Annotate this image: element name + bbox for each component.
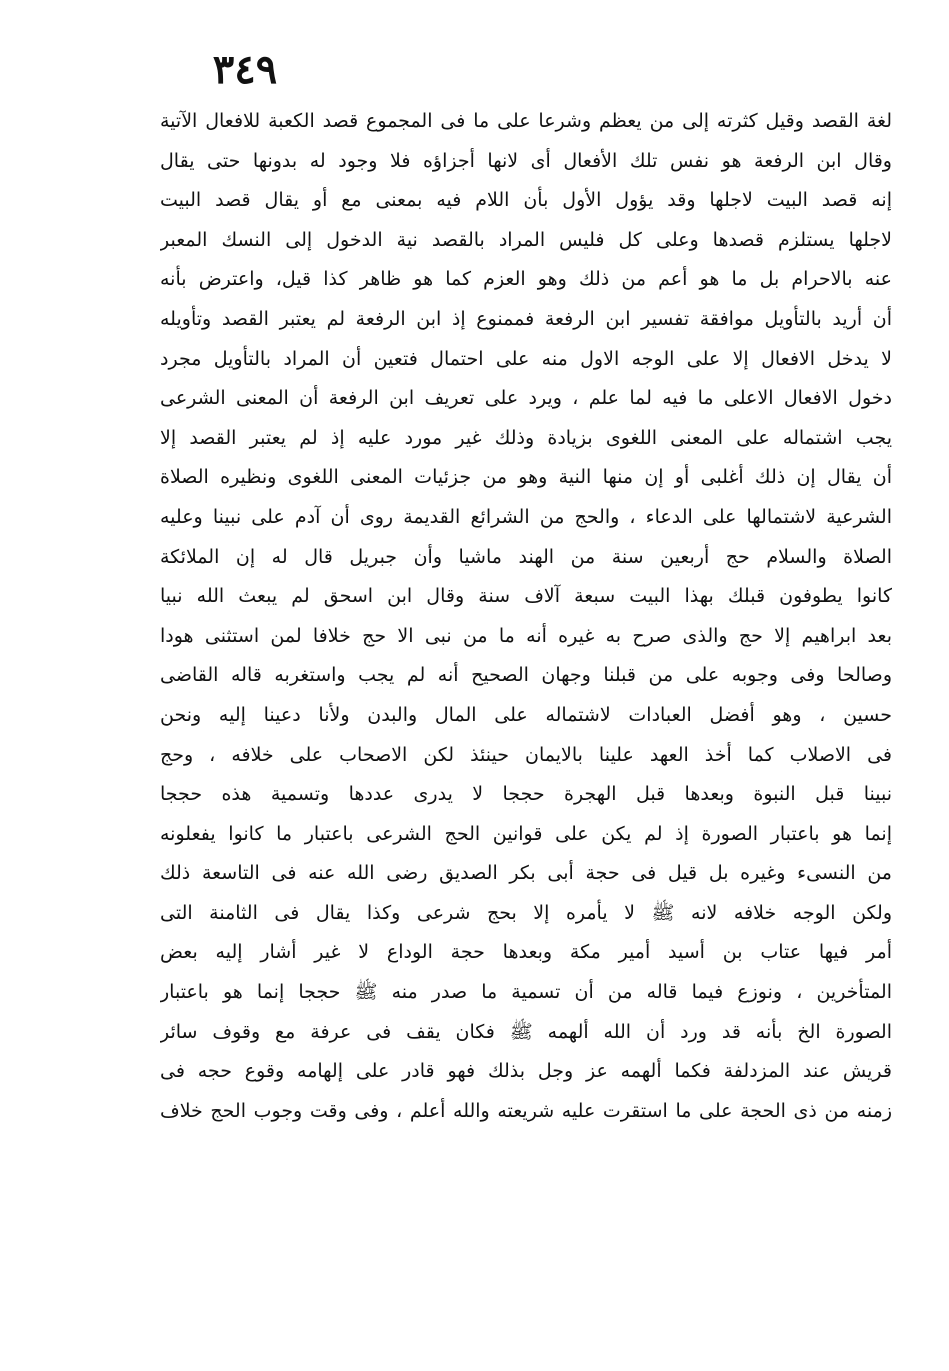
text-line: قريش عند المزدلفة فكما ألهمه عز وجل بذلك فهو قادر على إلهامه وقوع حجه فى [160, 1060, 892, 1083]
text-line: إنما هو باعتبار الصورة إذ لم يكن على قوانين الحج الشرعى باعتبار ما كانوا يفعلونه [160, 822, 892, 845]
text-line: يجب اشتماله على المعنى اللغوى بزيادة وذلك غير مورد عليه إذ لم يعتبر القصد إلا [160, 426, 892, 449]
text-line: حسين ، وهو أفضل العبادات لاشتماله على المال والبدن ولأنا دعينا إليه ونحن [160, 703, 892, 726]
text-line: نبينا قبل النبوة وبعدها قبل الهجرة حججا لا يدرى عددها وتسمية هذه حججا [160, 783, 892, 806]
text-line: الصورة الخ بأنه قد ورد أن الله ألهمه ﷺ فكان يقف فى عرفة مع وقوف سائر [160, 1020, 892, 1043]
text-line: زمنه من ذى الحجة على ما استقرت عليه شريعته والله أعلم ، وفى وقت وجوب الحج خلاف [160, 1099, 892, 1122]
body-text [160, 102, 892, 1131]
text-line: الصلاة والسلام حج أربعين سنة من الهند ماشيا وأن جبريل قال له إن الملائكة [160, 545, 892, 568]
page-number: ٣٤٩ [212, 46, 278, 93]
text-line: المتأخرين ، ونوزع فيما قاله من أن تسمية ما صدر منه ﷺ حججا إنما هو باعتبار [160, 981, 892, 1004]
text-line: أمر فيها عتاب بن أسيد أمير مكة وبعدها حجة الوداع لا غير أشار إليه بعض [160, 941, 892, 964]
text-line: إنه قصد البيت لاجلها وقد يؤول الأول بأن اللام فيه بمعنى مع أو يقال قصد البيت [160, 189, 892, 212]
text-line: كانوا يطوفون قبلك بهذا البيت سبعة آلاف سنة وقال ابن اسحق لم يبعث الله نبيا [160, 585, 892, 608]
text-line: فى الاصلاب كما أخذ العهد علينا بالايمان حينئذ لكن الاصحاب على خلافه ، وحج [160, 743, 892, 766]
text-line: أن يقال إن ذلك أغلبى أو إن منها النية وهو من جزئيات المعنى اللغوى ونظيره الصلاة [160, 466, 892, 489]
text-line: بعد ابراهيم إلا حج والذى صرح به غيره أنه ما من نبى الا حج خلافا لمن استثنى هودا [160, 624, 892, 647]
text-line: لاجلها يستلزم قصدها وعلى كل فليس المراد بالقصد نية الدخول إلى النسك المعبر [160, 228, 892, 251]
text-line: وصالحا وفى وجوبه على من قبلنا وجهان الصحيح أنه لم يجب واستغربه قاله القاضى [160, 664, 892, 687]
text-line: من النسىء وغيره بل قيل فى حجة أبى بكر الصديق رضى الله عنه فى التاسعة ذلك [160, 862, 892, 885]
text-line: ولكن الوجه خلافه لانه ﷺ لا يأمره إلا بحج شرعى وكذا يقال فى الثامنة التى [160, 901, 892, 924]
text-line: الشرعية لاشتمالها على الدعاء ، والحج من الشرائع القديمة روى أن آدم على نبينا وعليه [160, 505, 892, 528]
text-line: عنه بالاحرام بل ما هو أعم من ذلك وهو العزم كما هو ظاهر كذا قيل، واعترض بأنه [160, 268, 892, 291]
text-line: لغة القصد وقيل كثرته إلى من يعظم وشرعا على ما فى المجموع قصد الكعبة للافعال الآتية [160, 110, 892, 132]
text-line: أن أريد بالتأويل موافقة تفسير ابن الرفعة فممنوع إذ ابن الرفعة لم يعتبر القصد وتأويله [160, 307, 892, 330]
text-line: لا يدخل الافعال إلا على الوجه الاول منه على احتمال فتعين أن المراد بالتأويل مجرد [160, 347, 892, 370]
text-line: وقال ابن الرفعة هو نفس تلك الأفعال أى لانها أجزاؤه فلا وجود له بدونها حتى يقال [160, 149, 892, 172]
text-line: دخول الافعال الاعلى ما فيه لما علم ، ويرد على تعريف ابن الرفعة أن المعنى الشرعى [160, 387, 892, 410]
